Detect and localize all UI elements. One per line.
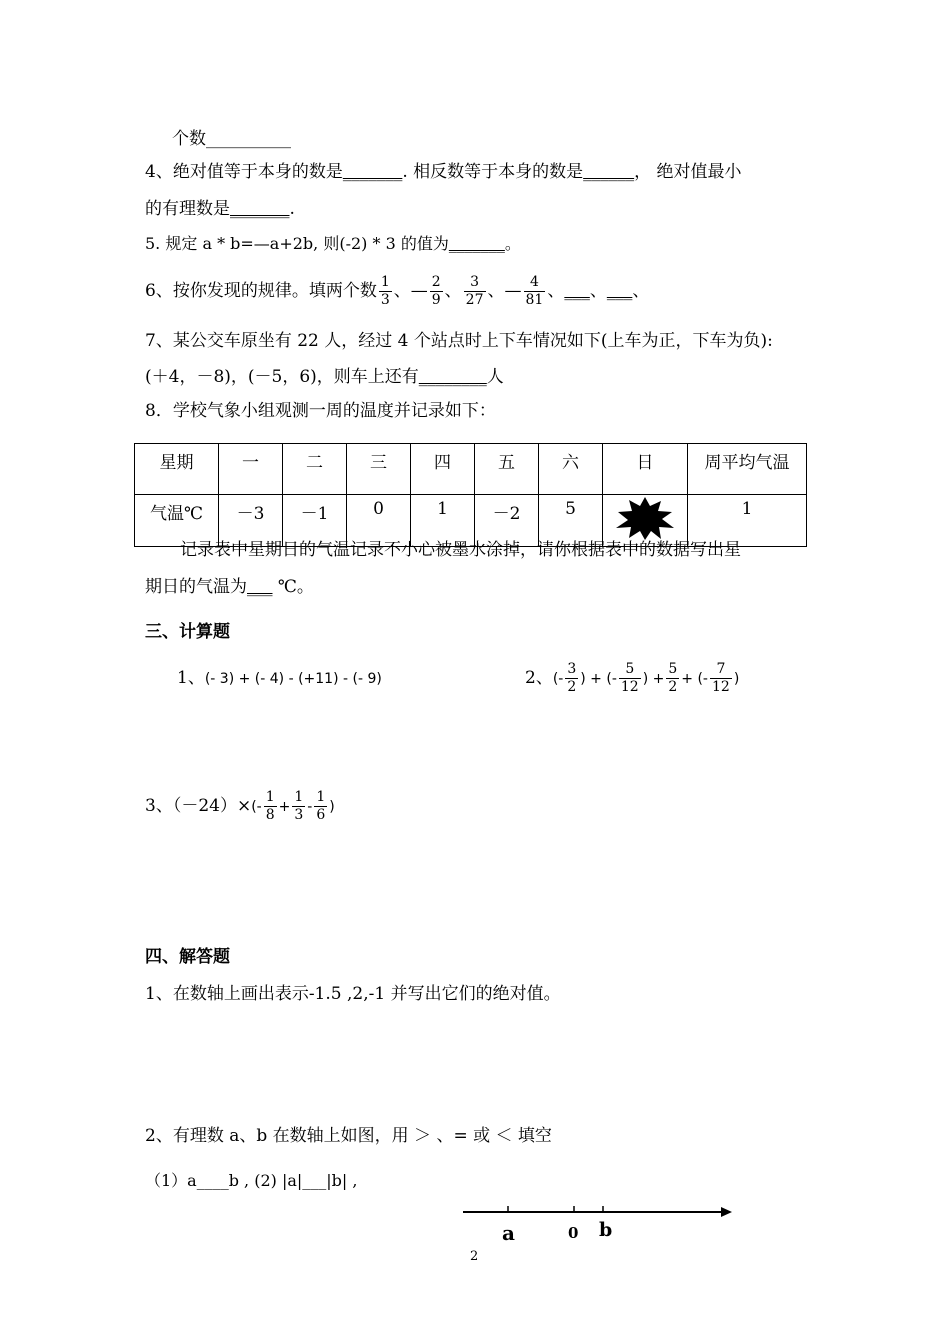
- q7-blank[interactable]: ________: [418, 367, 487, 387]
- question-4-line1: 4、绝对值等于本身的数是_______. 相反数等于本身的数是______， 绝对值最小: [145, 162, 742, 182]
- number-axis: [460, 1196, 740, 1246]
- calc-2: 2、(- $\frac{3}{2}$ ) + (- $\frac{5}{12}$ ) + $\frac{5}{2}$ + (- $\frac{7}{12}$ ): [525, 661, 740, 695]
- answer-2-sub: （1）a____b , (2) |a|___|b| ,: [145, 1171, 358, 1190]
- table-header-row: [135, 444, 807, 495]
- fraction-sign: —: [410, 281, 428, 301]
- separator: 、: [547, 281, 565, 301]
- table-cell: －2: [475, 495, 539, 547]
- denominator: 3: [380, 292, 390, 308]
- table-cell: 二: [283, 444, 347, 495]
- q6-fraction-sequence: [377, 274, 565, 308]
- table-cell: 四: [411, 444, 475, 495]
- question-7-line2: (＋4，－8)，(－5，6)，则车上还有________人: [145, 367, 504, 387]
- fraction: [430, 274, 443, 309]
- axis-label-zero: 0: [568, 1224, 579, 1242]
- q6-blank1[interactable]: ___: [564, 281, 590, 301]
- denominator: 81: [525, 292, 544, 308]
- table-cell: 三: [347, 444, 411, 495]
- table-cell: 气温℃: [135, 495, 219, 547]
- q6-blank2[interactable]: ___: [606, 281, 633, 301]
- separator: 、: [393, 281, 411, 301]
- question-4-line2: 的有理数是_______.: [145, 199, 295, 219]
- q5-blank[interactable]: _______: [448, 234, 505, 253]
- q6-fraction: [377, 274, 411, 308]
- q4-blank2[interactable]: ______: [583, 162, 635, 182]
- fraction-sign: —: [504, 281, 522, 301]
- table-cell: 5: [539, 495, 603, 547]
- section-3-title: 三、计算题: [145, 622, 230, 642]
- denominator: 9: [431, 292, 441, 308]
- separator: 、: [444, 281, 462, 301]
- table-cell: 0: [347, 495, 411, 547]
- numerator: 1: [380, 274, 390, 290]
- fraction: [524, 274, 546, 309]
- calc-1: 1、(- 3) + (- 4) - (+11) - (- 9): [177, 668, 382, 688]
- numerator: 4: [524, 274, 546, 292]
- question-5: 5. 规定 a * b=—a+2b, 则(-2) * 3 的值为_______。: [145, 234, 521, 253]
- section-4-title: 四、解答题: [145, 947, 230, 967]
- axis-label-b: b: [599, 1219, 613, 1241]
- table-cell: 星期: [135, 444, 219, 495]
- q8-note-line2: 期日的气温为___ ℃。: [145, 577, 314, 597]
- table-cell: 周平均气温: [688, 444, 807, 495]
- question-7-line1: 7、某公交车原坐有 22 人，经过 4 个站点时上下车情况如下(上车为正，下车为负):: [145, 331, 773, 351]
- axis-label-a: a: [502, 1221, 515, 1245]
- numerator: 3: [464, 274, 486, 292]
- q6-fraction: [504, 274, 565, 308]
- table-cell: 1: [688, 495, 807, 547]
- table-cell: －1: [283, 495, 347, 547]
- table-cell: 五: [475, 444, 539, 495]
- question-6: 6、按你发现的规律。填两个数 $\frac{1}{3}$ 、— $\frac{2}{9}$ 、 $\frac{3}{27}$ 、— $\frac{4}{81}$ 、___、___、: [145, 274, 650, 308]
- table-cell: 六: [539, 444, 603, 495]
- q4-blank3[interactable]: _______: [230, 199, 290, 219]
- table-cell: 1: [411, 495, 475, 547]
- q4-blank1[interactable]: _______: [342, 162, 403, 182]
- arrow-right-icon: [721, 1207, 732, 1217]
- page-number: 2: [470, 1249, 479, 1264]
- fraction: [464, 274, 486, 309]
- answer-1: 1、在数轴上画出表示-1.5 ,2,-1 并写出它们的绝对值。: [145, 984, 561, 1004]
- separator: 、: [487, 281, 505, 301]
- table-cell: 一: [219, 444, 283, 495]
- q3-tail: 个数__________: [172, 129, 291, 149]
- ink-blot-icon: [612, 495, 678, 541]
- denominator: 27: [465, 292, 484, 308]
- q6-fraction: [410, 274, 462, 308]
- q6-fraction: [462, 274, 505, 308]
- answer-2: 2、有理数 a、b 在数轴上如图，用 ＞ 、= 或 ＜ 填空: [145, 1126, 552, 1146]
- temperature-table: [134, 443, 807, 547]
- table-cell: －3: [219, 495, 283, 547]
- q8-note-line1: 记录表中星期日的气温记录不小心被墨水涂掉，请你根据表中的数据写出星: [180, 540, 741, 560]
- numerator: 2: [431, 274, 441, 290]
- calc-3: 3、（－24）×(- $\frac{1}{8}$ + $\frac{1}{3}$ - $\frac{1}{6}$ ): [145, 789, 335, 823]
- q8-blank[interactable]: ___: [247, 577, 273, 597]
- fraction: [379, 274, 392, 309]
- question-8-title: 8．学校气象小组观测一周的温度并记录如下：: [145, 401, 496, 421]
- table-cell: 日: [603, 444, 688, 495]
